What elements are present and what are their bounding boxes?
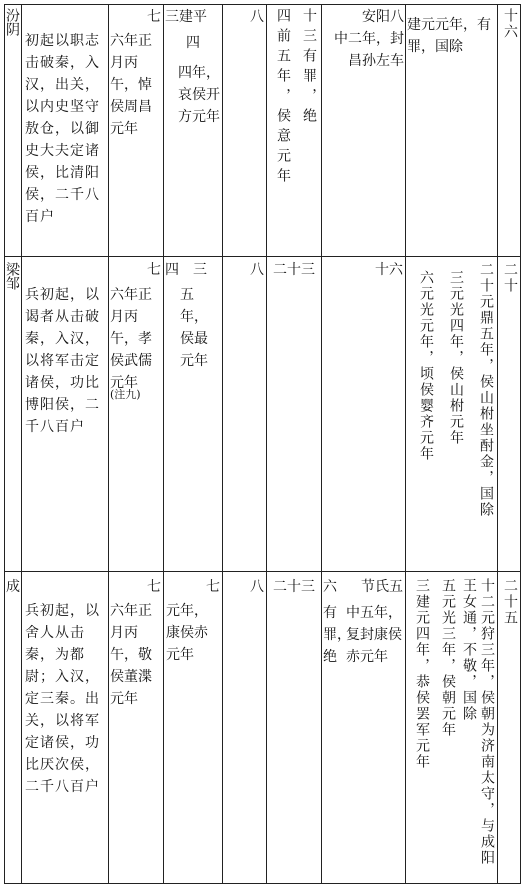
row2-desc: 兵初起，以谒者从击破秦，入汉，以将军击定诸侯，功比博阳侯，二千八百户 — [25, 287, 100, 435]
row3-c4-num: 七 — [206, 579, 220, 595]
row3-c7-b: 节氏五 — [361, 579, 403, 595]
row3-c3-text: 六年正月丙午，敬侯董渫元年 — [110, 603, 152, 707]
row3-c8-col2: 五元光三年，侯朝元年 — [440, 578, 456, 738]
rule-col1 — [21, 4, 22, 884]
row2-name: 梁邹 — [4, 262, 20, 290]
row1-c3-num: 七 — [147, 9, 161, 25]
row2-c9-num: 二十 — [502, 262, 518, 294]
row2-c3-note: (注九) — [110, 388, 141, 401]
row1-c6-col1: 四前五年，侯意元年 — [275, 8, 291, 188]
rule-row1 — [4, 256, 521, 257]
row2-c4-text: 五年，侯最元年 — [180, 287, 208, 369]
rule-col3 — [163, 4, 164, 884]
rule-col9 — [520, 4, 521, 884]
row2-c8-col3: 二十元鼎五年，侯山柎坐酎金，国除 — [478, 262, 494, 518]
row3-c6-text: 二十三 — [273, 579, 315, 595]
row3-c7-b-text: 中五年，复封康侯赤元年 — [346, 605, 402, 665]
row3-c5-num: 八 — [250, 579, 264, 595]
row2-c4-head: 四 三 — [165, 262, 207, 278]
row1-c4-sub: 四 — [186, 35, 200, 51]
row3-c7-a-text: 有罪，绝 — [323, 605, 351, 665]
row1-desc: 初起以职志击破秦，入汉，出关，以内史坚守敖仓，以御史大夫定诸侯，比清阳侯，二千八百户 — [25, 33, 100, 225]
row3-c3-num: 七 — [147, 579, 161, 595]
row1-c5-num: 八 — [250, 9, 264, 25]
row1-c8-text: 建元元年，有罪，国除 — [407, 17, 491, 55]
row1-c3-text: 六年正月丙午，悼侯周昌元年 — [110, 33, 152, 137]
row2-c8-col2: 三元光四年，侯山柎元年 — [448, 270, 464, 446]
row2-c7-num: 十六 — [375, 262, 403, 278]
row1-c7-text: 安阳八中二年，封昌孙左车 — [334, 9, 404, 69]
row1-c4-head: 三建平 — [165, 9, 207, 25]
row3-desc: 兵初起，以舍人从击秦，为都尉；入汉，定三秦。出关，以将军定诸侯，功比厌次侯，二千八百户 — [25, 603, 100, 795]
rule-col0 — [4, 4, 5, 884]
rule-col4 — [222, 4, 223, 884]
row1-c4-text: 四年，哀侯开方元年 — [178, 65, 220, 125]
row2-c6-text: 二十三 — [273, 262, 315, 278]
row1-c9-num: 十六 — [502, 8, 518, 40]
row2-c3-text: 六年正月丙午，孝侯武儒元年 — [110, 287, 152, 391]
row3-c9-num: 二十五 — [502, 578, 518, 626]
rule-top — [4, 4, 521, 5]
rule-col6 — [321, 4, 322, 884]
row3-c4-text: 元年，康侯赤元年 — [166, 603, 208, 663]
rule-col5 — [266, 4, 267, 884]
row2-c8-col1: 六元光元年，顷侯婴齐元年 — [418, 270, 434, 462]
row3-c8-col1: 三建元四年，恭侯罢军元年 — [414, 578, 430, 770]
rule-col8 — [497, 4, 498, 884]
row1-c6-col2: 十三有罪，绝 — [301, 8, 317, 128]
row2-c5-num: 八 — [250, 262, 264, 278]
rule-row2 — [4, 571, 521, 572]
row3-c7-a: 六 — [323, 579, 337, 595]
rule-col7 — [405, 4, 406, 884]
row3-name: 成 — [6, 579, 20, 595]
rule-col2 — [108, 4, 109, 884]
row1-name: 汾阴 — [4, 8, 20, 36]
rule-bottom — [4, 883, 521, 884]
row3-c8-col3: 十二元狩三年，侯朝为济南太守，与成阳王女通，不敬，国除 — [461, 578, 495, 866]
row2-c3-num: 七 — [147, 262, 161, 278]
